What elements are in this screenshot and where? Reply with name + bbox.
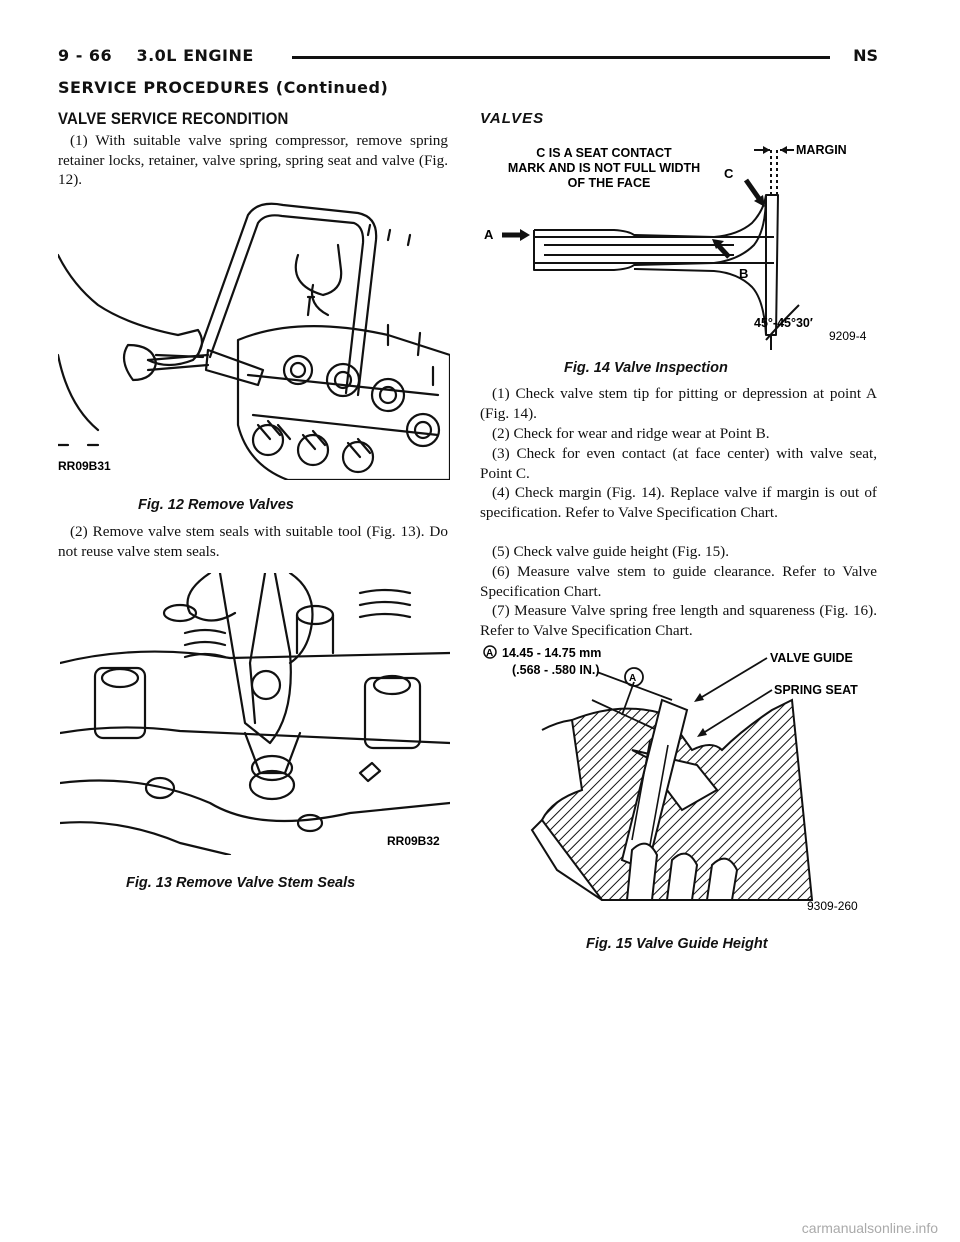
fig15-point-a: A [629, 673, 637, 684]
valve-compressor-illustration [58, 195, 450, 480]
inspection-step-3: (3) Check for even contact (at face center) with valve seat, Point C. [480, 445, 877, 482]
figure-13 [60, 573, 450, 855]
model-code: NS [853, 46, 878, 65]
fig14-angle-label: 45°-45°30′ [754, 316, 813, 330]
inspection-step-5: (5) Check valve guide height (Fig. 15). [492, 543, 730, 560]
figure-12 [58, 195, 450, 480]
fig14-margin-label: MARGIN [796, 143, 847, 157]
subsection-heading: VALVE SERVICE RECONDITION [58, 109, 289, 128]
section-title: SERVICE PROCEDURES (Continued) [58, 78, 389, 97]
figure-14-caption: Fig. 14 Valve Inspection [564, 360, 728, 376]
inspection-step-6: (6) Measure valve stem to guide clearance. Refer to Valve Specification Chart. [480, 563, 877, 600]
figure-15-id: 9309-260 [807, 899, 858, 913]
fig15-spring-seat-label: SPRING SEAT [774, 683, 858, 697]
figure-13-caption: Fig. 13 Remove Valve Stem Seals [126, 875, 356, 891]
paragraph-step-1: (1) With suitable valve spring compressor, remove spring retainer locks, retainer, valve spring, spring seat and valve (Fig. 12). [58, 132, 448, 188]
fig14-point-c: C [724, 166, 734, 181]
watermark: carmanualsonline.info [801, 1220, 938, 1236]
figure-15-caption: Fig. 15 Valve Guide Height [586, 936, 768, 952]
valves-heading: VALVES [480, 110, 545, 127]
svg-text:A: A [486, 648, 494, 659]
inspection-step-1: (1) Check valve stem tip for pitting or depression at point A (Fig. 14). [480, 385, 877, 422]
figure-14-id: 9209-4 [829, 329, 867, 343]
inspection-step-2: (2) Check for wear and ridge wear at Point B. [492, 425, 770, 442]
fig14-note-line-2: MARK AND IS NOT FULL WIDTH [507, 161, 701, 175]
valve-guide-height-illustration [482, 640, 882, 915]
figure-13-id: RR09B32 [387, 834, 440, 848]
inspection-step-7: (7) Measure Valve spring free length and squareness (Fig. 16). Refer to Valve Specification Chart. [480, 602, 877, 639]
fig14-note-line-1: C IS A SEAT CONTACT [536, 146, 672, 160]
fig14-point-b: B [739, 266, 749, 281]
fig15-dimension-mm: 14.45 - 14.75 mm [502, 646, 602, 660]
page-header [58, 46, 878, 72]
inspection-step-4: (4) Check margin (Fig. 14). Replace valve if margin is out of specification. Refer to Valve Specification Chart. [480, 484, 877, 521]
fig14-note-line-3: OF THE FACE [567, 176, 651, 190]
figure-14 [484, 135, 884, 350]
fig15-dimension-in: (.568 - .580 IN.) [512, 663, 600, 677]
paragraph-step-2: (2) Remove valve stem seals with suitable tool (Fig. 13). Do not reuse valve stem seals. [58, 523, 448, 560]
figure-12-caption: Fig. 12 Remove Valves [138, 497, 294, 513]
fig15-valve-guide-label: VALVE GUIDE [770, 651, 853, 665]
figure-15 [482, 640, 882, 915]
valve-inspection-illustration [484, 135, 884, 350]
figure-12-id: RR09B31 [58, 459, 111, 473]
header-rule [292, 56, 830, 59]
page-reference: 9 - 66 3.0L ENGINE [58, 46, 254, 65]
stem-seal-pliers-illustration [60, 573, 450, 855]
fig14-point-a: A [484, 227, 494, 242]
